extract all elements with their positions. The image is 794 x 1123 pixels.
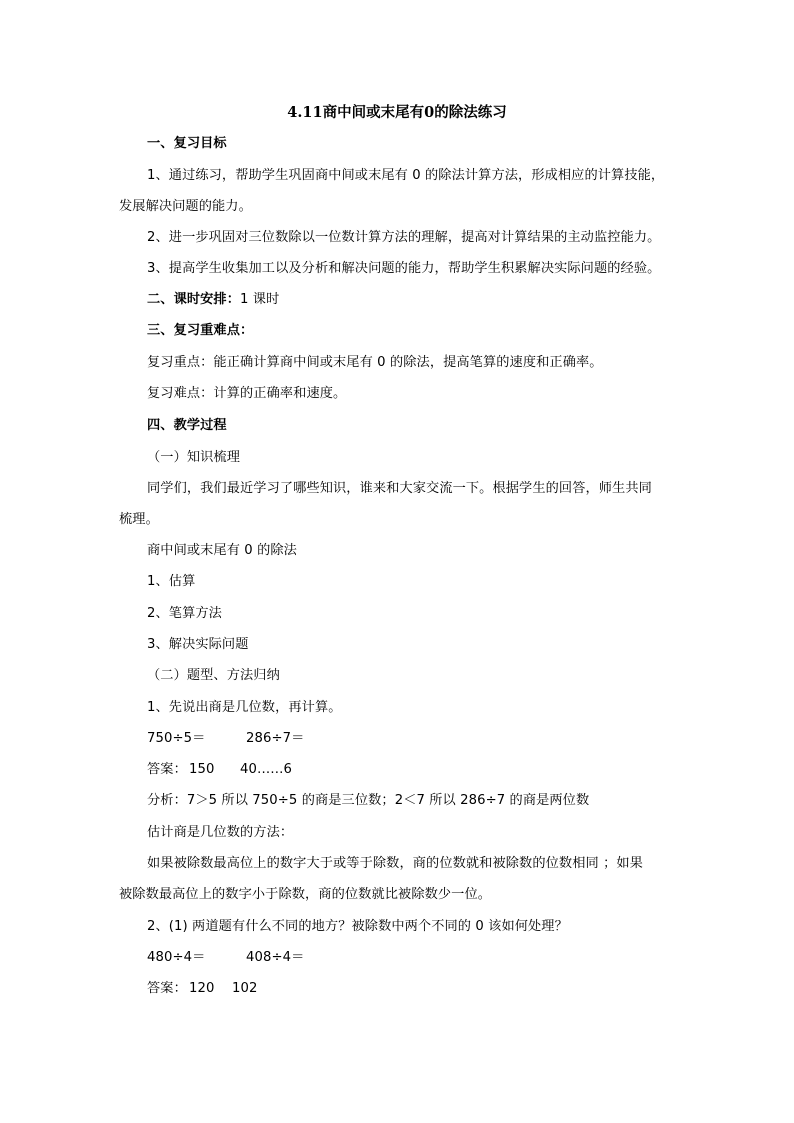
question-1-answer-label: 答案： xyxy=(147,762,187,777)
part-1-paragraph-line-1: 同学们，我们最近学习了哪些知识，谁来和大家交流一下。根据学生的回答，师生共同 xyxy=(147,481,652,496)
question-1: 1、先说出商是几位数，再计算。 xyxy=(147,700,342,715)
question-1-answer-a: 150 xyxy=(189,762,215,777)
method-line-1: 如果被除数最高位上的数字大于或等于除数，商的位数就和被除数的位数相同 ；如果 xyxy=(147,856,643,871)
part-2-heading: （二）题型、方法归纳 xyxy=(147,668,280,683)
document-title: 4.11商中间或末尾有0的除法练习 xyxy=(287,104,507,121)
goal-item-1-line-2: 发展解决问题的能力。 xyxy=(119,199,252,214)
question-1-analysis: 分析：7＞5 所以 750÷5 的商是三位数；2＜7 所以 286÷7 的商是两位数 xyxy=(147,793,590,808)
method-title: 估计商是几位数的方法： xyxy=(147,825,294,840)
question-2-answer-b: 102 xyxy=(232,981,258,996)
part-1-heading: （一）知识梳理 xyxy=(147,450,241,465)
part-1-item-1: 1、估算 xyxy=(147,574,196,589)
difficulty-text: 复习难点：计算的正确率和速度。 xyxy=(147,386,347,401)
schedule-line xyxy=(147,290,279,310)
part-1-topic: 商中间或末尾有 0 的除法 xyxy=(147,543,297,558)
goal-item-1-line-1: 1、通过练习，帮助学生巩固商中间或末尾有 0 的除法计算方法，形成相应的计算技能， xyxy=(147,168,665,183)
section-heading-process: 四、教学过程 xyxy=(147,418,227,433)
goal-item-3: 3、提高学生收集加工以及分析和解决问题的能力，帮助学生积累解决实际问题的经验。 xyxy=(147,261,661,276)
question-2-expression-a: 480÷4＝ xyxy=(147,950,206,965)
question-2: 2、(1) 两道题有什么不同的地方？被除数中两个不同的 0 该如何处理？ xyxy=(147,919,568,934)
question-2-answer-a: 120 xyxy=(189,981,215,996)
question-1-expression-b: 286÷7＝ xyxy=(246,731,305,746)
question-1-expression-a: 750÷5＝ xyxy=(147,731,206,746)
question-2-expression-b: 408÷4＝ xyxy=(246,950,305,965)
part-1-item-2: 2、笔算方法 xyxy=(147,606,222,621)
key-point-text: 复习重点：能正确计算商中间或末尾有 0 的除法，提高笔算的速度和正确率。 xyxy=(147,355,603,370)
question-1-answer-b: 40……6 xyxy=(240,762,293,777)
part-1-paragraph-line-2: 梳理。 xyxy=(119,512,159,527)
goal-item-2: 2、进一步巩固对三位数除以一位数计算方法的理解，提高对计算结果的主动监控能力。 xyxy=(147,230,661,245)
question-2-answer-label: 答案： xyxy=(147,981,187,996)
section-heading-schedule: 二、课时安排： xyxy=(147,292,241,307)
method-line-2: 被除数最高位上的数字小于除数，商的位数就比被除数少一位。 xyxy=(119,887,492,902)
section-heading-key-points: 三、复习重难点： xyxy=(147,323,254,338)
section-heading-goals: 一、复习目标 xyxy=(147,136,227,151)
schedule-value: 1 课时 xyxy=(240,292,280,307)
part-1-item-3: 3、解决实际问题 xyxy=(147,637,249,652)
